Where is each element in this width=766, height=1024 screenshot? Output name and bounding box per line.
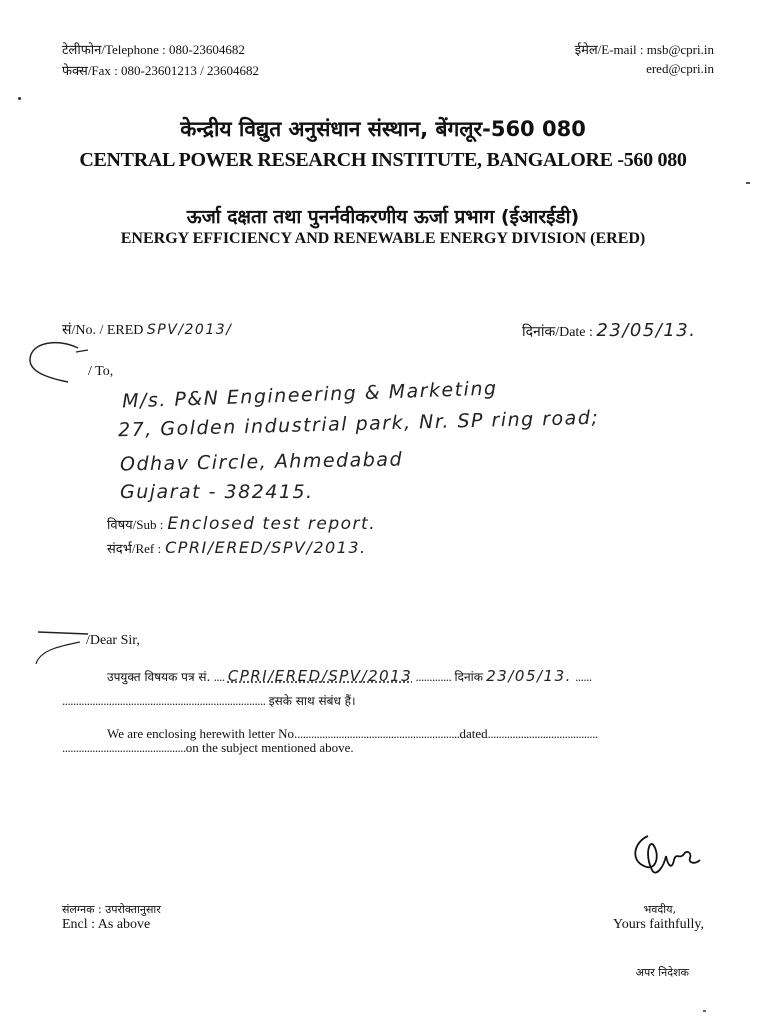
hindi-para-date-value: 23/05/13.	[486, 667, 572, 685]
enclosure-hindi: संलग्नक : उपरोक्तानुसार	[62, 903, 161, 916]
dotted-fill: ........................................	[487, 726, 598, 741]
address-line-4: Gujarat - 382415.	[120, 481, 314, 503]
ref-label: संदर्भ/Ref :	[107, 541, 162, 556]
hindi-para-ref-value: CPRI/ERED/SPV/2013	[227, 667, 413, 685]
closing-english: Yours faithfully,	[612, 917, 704, 932]
hindi-para-prefix: उपयुक्त विषयक पत्र सं.	[107, 670, 211, 684]
institute-name-english: CENTRAL POWER RESEARCH INSTITUTE, BANGALORE -560 080	[79, 149, 687, 171]
designation: अपर निदेशक	[635, 966, 689, 979]
hindi-para-line-2	[62, 692, 356, 709]
division-name-english: ENERGY EFFICIENCY AND RENEWABLE ENERGY DIVISION (ERED)	[120, 230, 646, 247]
subject-value: Enclosed test report.	[167, 514, 377, 534]
dotted-fill: .............................................	[62, 740, 186, 755]
english-para-dated-label: dated	[459, 726, 488, 741]
email-line: ईमेल/E-mail : msb@cpri.in	[574, 42, 714, 57]
date-value: 23/05/13.	[596, 320, 697, 341]
dotted-fill: ......	[575, 669, 592, 684]
address-line-3: Odhav Circle, Ahmedabad	[119, 448, 404, 476]
institute-name-hindi: केन्द्रीय विद्युत अनुसंधान संस्थान, बेंगलूर-560 080	[180, 117, 586, 141]
telephone-line: टेलीफोन/Telephone : 080-23604682	[62, 42, 245, 57]
reference-no-label: सं/No. / ERED	[62, 323, 144, 338]
subject-line	[107, 514, 376, 534]
hindi-para-date-label: दिनांक	[454, 670, 484, 684]
salutation: /Dear Sir,	[86, 633, 140, 648]
handwritten-bracket-mark	[18, 338, 98, 388]
english-para-line-2	[62, 740, 354, 756]
ref-value: CPRI/ERED/SPV/2013.	[165, 538, 367, 557]
english-para-suffix: on the subject mentioned above.	[185, 740, 354, 755]
to-label: / To,	[88, 364, 114, 379]
email-line-2: ered@cpri.in	[646, 61, 714, 76]
english-para-prefix: We are enclosing herewith letter No.	[107, 726, 298, 741]
dotted-fill: .............	[415, 669, 452, 684]
fax-line: फेक्स/Fax : 080-23601213 / 23604682	[62, 63, 259, 78]
address-line-1: M/s. P&N Engineering & Marketing	[121, 377, 498, 413]
enclosure-english: Encl : As above	[62, 917, 151, 932]
division-name-hindi: ऊर्जा दक्षता तथा पुनर्नवीकरणीय ऊर्जा प्रभाग (ईआरईडी)	[186, 206, 580, 228]
reference-number	[62, 320, 232, 339]
dotted-fill: ..........................................................................	[62, 693, 266, 708]
reference-no-value: SPV/2013/	[146, 322, 233, 338]
scan-speck	[703, 1010, 706, 1012]
date-label: दिनांक/Date :	[522, 325, 593, 340]
subject-label: विषय/Sub :	[107, 517, 164, 532]
scan-speck	[18, 97, 21, 100]
address-line-2: 27, Golden industrial park, Nr. SP ring road;	[117, 406, 600, 442]
scan-speck	[746, 182, 750, 184]
dotted-fill: ....	[213, 669, 225, 684]
letter-date	[522, 320, 697, 341]
ref-line	[107, 538, 367, 558]
closing-hindi: भवदीय,	[643, 903, 676, 916]
hindi-para-line-1	[107, 667, 592, 685]
signature	[626, 826, 706, 882]
dotted-fill: ...........................................................	[297, 726, 460, 741]
hindi-para-suffix: इसके साथ संबंध हैं।	[268, 694, 356, 708]
